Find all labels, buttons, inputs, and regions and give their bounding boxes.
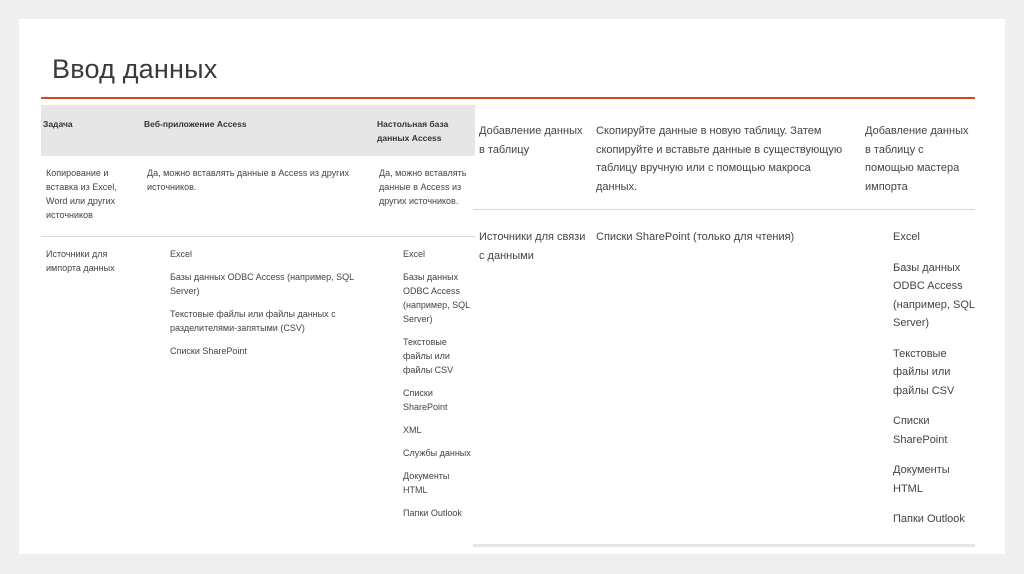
list-item: Текстовые файлы или файлы CSV	[403, 337, 454, 375]
list-item: Базы данных ODBC Access (например, SQL Server)	[893, 261, 975, 329]
table-row	[41, 156, 475, 237]
row-desktop-cell: Добавление данных в таблицу с помощью мастера импорта	[865, 125, 969, 193]
list-item: Документы HTML	[403, 471, 450, 495]
row-desktop-cell: Да, можно вставлять данные в Access из других источников.	[379, 168, 467, 206]
table-header	[41, 105, 475, 156]
list-item: Текстовые файлы или файлы данных с разделителями-запятыми (CSV)	[170, 309, 336, 333]
header-desktop-db: Настольная база данных Access	[377, 119, 449, 143]
row-task-cell: Копирование и вставка из Excel, Word или других источников	[46, 168, 117, 220]
list-item: Списки SharePoint	[893, 415, 948, 446]
list-item: Базы данных ODBC Access (например, SQL Server)	[170, 272, 354, 296]
import-sources-desktop-list	[403, 247, 475, 529]
row-web-cell: Да, можно вставлять данные в Access из других источников.	[147, 168, 349, 192]
list-item: XML	[403, 425, 422, 435]
table-row	[473, 105, 975, 210]
table-row	[473, 210, 975, 547]
list-item: Списки SharePoint	[403, 388, 448, 412]
row-web-cell: Скопируйте данные в новую таблицу. Затем скопируйте и вставьте данные в существующую таблицу вручную или с помощью макроса данных.	[596, 125, 843, 193]
list-item: Excel	[403, 249, 426, 259]
list-item: Excel	[893, 231, 920, 243]
table-row	[41, 237, 475, 554]
slide-title: Ввод данных	[52, 54, 218, 84]
row-task-cell: Добавление данных в таблицу	[479, 125, 583, 156]
list-item: Папки Outlook	[893, 513, 965, 525]
list-item: Документы HTML	[893, 464, 950, 495]
row-web-cell: Списки SharePoint (только для чтения)	[596, 231, 795, 243]
row-task-cell: Источники для импорта данных	[46, 249, 115, 273]
slide	[19, 19, 1005, 554]
list-item: Службы данных	[403, 448, 471, 458]
title-underline	[41, 97, 975, 99]
header-task: Задача	[43, 119, 73, 129]
list-item: Excel	[170, 249, 193, 259]
list-item: Папки Outlook	[403, 508, 462, 518]
header-web-app: Веб-приложение Access	[144, 119, 247, 129]
import-sources-web-list	[170, 247, 360, 367]
list-item: Базы данных ODBC Access (например, SQL Server)	[403, 272, 470, 324]
list-item: Текстовые файлы или файлы CSV	[893, 347, 955, 397]
list-item: Списки SharePoint	[170, 346, 247, 356]
link-sources-desktop-list	[893, 228, 975, 541]
row-task-cell: Источники для связи с данными	[479, 231, 586, 262]
